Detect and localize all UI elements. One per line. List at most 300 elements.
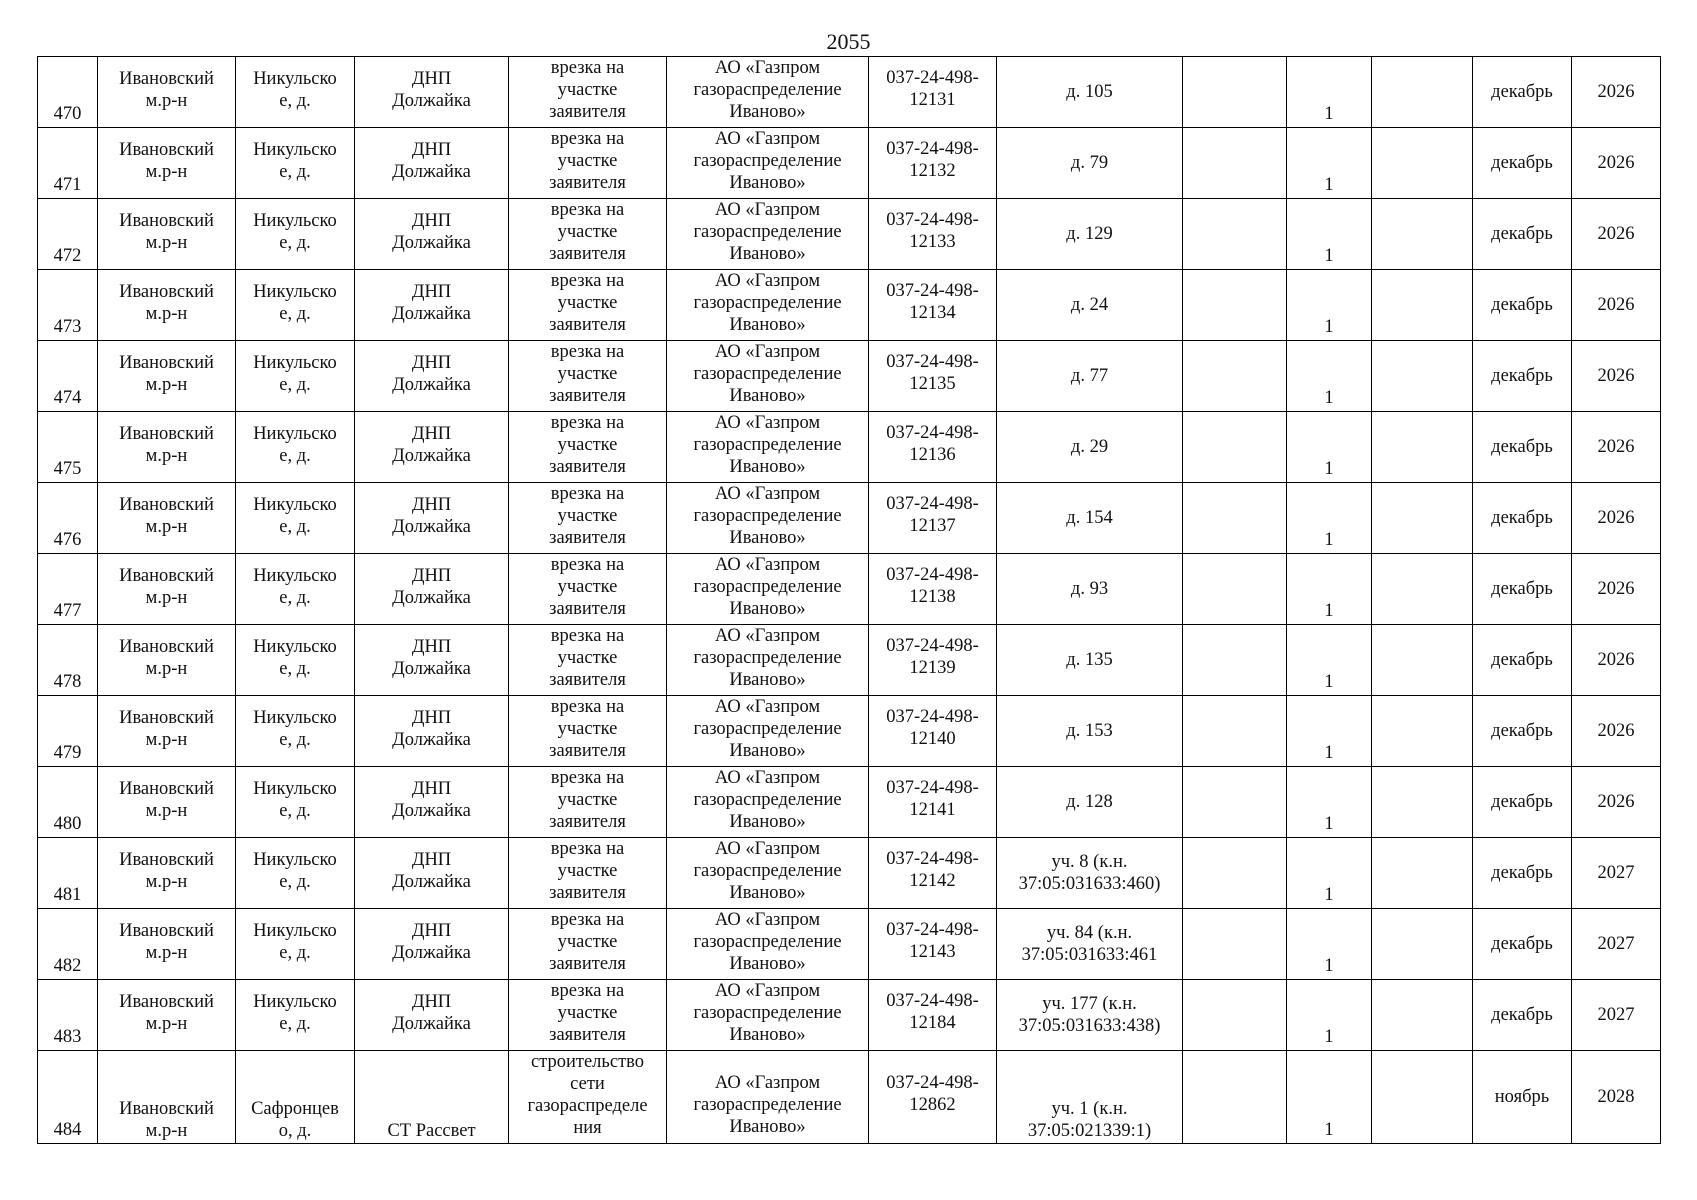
operator-cell-text: АО «Газпром газораспределение Иваново» — [693, 129, 842, 193]
operator-cell-text: АО «Газпром газораспределение Иваново» — [693, 271, 842, 335]
count-cell-text: 1 — [1324, 1027, 1334, 1047]
code-cell — [869, 341, 997, 412]
row-number — [38, 980, 98, 1051]
year-cell-text: 2026 — [1597, 650, 1635, 670]
address-cell — [997, 909, 1183, 980]
code-cell-text: 037-24-498- 12143 — [886, 920, 979, 962]
organization-cell — [355, 199, 509, 270]
count-cell — [1287, 838, 1372, 909]
empty-cell — [1183, 838, 1287, 909]
district-cell — [98, 696, 236, 767]
code-cell-text: 037-24-498- 12141 — [886, 778, 979, 820]
table-row — [38, 270, 1661, 341]
address-cell — [997, 625, 1183, 696]
month-cell-text: декабрь — [1491, 650, 1553, 670]
count-cell-text: 1 — [1324, 601, 1334, 621]
code-cell — [869, 57, 997, 128]
month-cell — [1473, 57, 1572, 128]
operator-cell-text: АО «Газпром газораспределение Иваново» — [693, 555, 842, 619]
empty-cell — [1183, 483, 1287, 554]
work-type-cell — [509, 696, 667, 767]
month-cell-text: декабрь — [1491, 295, 1553, 315]
row-number-text: 471 — [53, 175, 82, 195]
year-cell — [1572, 128, 1661, 199]
code-cell-text: 037-24-498- 12140 — [886, 707, 979, 749]
code-cell — [869, 767, 997, 838]
month-cell — [1473, 980, 1572, 1051]
operator-cell — [667, 128, 869, 199]
district-cell-text: Ивановский м.р-н — [119, 424, 214, 466]
operator-cell-text: АО «Газпром газораспределение Иваново» — [693, 1073, 842, 1137]
work-type-cell — [509, 554, 667, 625]
year-cell — [1572, 412, 1661, 483]
organization-cell-text: ДНП Должайка — [392, 779, 471, 821]
locality-cell — [236, 57, 355, 128]
year-cell-text: 2027 — [1597, 934, 1635, 954]
work-type-cell-text: врезка на участке заявителя — [549, 839, 626, 903]
year-cell — [1572, 767, 1661, 838]
organization-cell-text: ДНП Должайка — [392, 921, 471, 963]
month-cell-text: декабрь — [1491, 366, 1553, 386]
month-cell-text: декабрь — [1491, 721, 1553, 741]
work-type-cell-text: врезка на участке заявителя — [549, 200, 626, 264]
address-cell — [997, 1051, 1183, 1144]
month-cell-text: декабрь — [1491, 792, 1553, 812]
row-number — [38, 199, 98, 270]
year-cell — [1572, 980, 1661, 1051]
year-cell — [1572, 838, 1661, 909]
code-cell-text: 037-24-498- 12139 — [886, 636, 979, 678]
district-cell-text: Ивановский м.р-н — [119, 1099, 214, 1141]
code-cell — [869, 270, 997, 341]
row-number — [38, 909, 98, 980]
organization-cell-text: ДНП Должайка — [392, 850, 471, 892]
month-cell-text: декабрь — [1491, 224, 1553, 244]
operator-cell-text: АО «Газпром газораспределение Иваново» — [693, 697, 842, 761]
work-type-cell-text: врезка на участке заявителя — [549, 129, 626, 193]
organization-cell — [355, 128, 509, 199]
locality-cell-text: Никульско е, д. — [253, 140, 337, 182]
organization-cell-text: СТ Рассвет — [387, 1121, 476, 1141]
district-cell-text: Ивановский м.р-н — [119, 353, 214, 395]
month-cell — [1473, 270, 1572, 341]
organization-cell — [355, 696, 509, 767]
address-cell-text: д. 77 — [1070, 366, 1109, 386]
year-cell-text: 2026 — [1597, 437, 1635, 457]
month-cell — [1473, 412, 1572, 483]
code-cell-text: 037-24-498- 12184 — [886, 991, 979, 1033]
organization-cell-text: ДНП Должайка — [392, 708, 471, 750]
work-type-cell — [509, 1051, 667, 1144]
month-cell — [1473, 341, 1572, 412]
locality-cell — [236, 838, 355, 909]
count-cell-text: 1 — [1324, 743, 1334, 763]
year-cell-text: 2027 — [1597, 863, 1635, 883]
empty-cell — [1372, 909, 1473, 980]
count-cell — [1287, 483, 1372, 554]
address-cell — [997, 57, 1183, 128]
count-cell-text: 1 — [1324, 885, 1334, 905]
count-cell-text: 1 — [1324, 104, 1334, 124]
locality-cell — [236, 412, 355, 483]
count-cell — [1287, 767, 1372, 838]
count-cell — [1287, 199, 1372, 270]
empty-cell — [1183, 199, 1287, 270]
address-cell — [997, 838, 1183, 909]
month-cell-text: декабрь — [1491, 153, 1553, 173]
work-type-cell-text: врезка на участке заявителя — [549, 910, 626, 974]
work-type-cell — [509, 341, 667, 412]
operator-cell — [667, 199, 869, 270]
empty-cell — [1183, 767, 1287, 838]
code-cell-text: 037-24-498- 12136 — [886, 423, 979, 465]
work-type-cell — [509, 838, 667, 909]
year-cell — [1572, 270, 1661, 341]
district-cell — [98, 767, 236, 838]
month-cell-text: декабрь — [1491, 437, 1553, 457]
table-row — [38, 767, 1661, 838]
locality-cell — [236, 483, 355, 554]
locality-cell-text: Сафронцев о, д. — [251, 1099, 339, 1141]
row-number-text: 482 — [53, 956, 82, 976]
code-cell — [869, 199, 997, 270]
count-cell-text: 1 — [1324, 246, 1334, 266]
count-cell — [1287, 909, 1372, 980]
row-number — [38, 1051, 98, 1144]
row-number — [38, 625, 98, 696]
organization-cell — [355, 909, 509, 980]
work-type-cell-text: врезка на участке заявителя — [549, 58, 626, 122]
month-cell — [1473, 767, 1572, 838]
empty-cell — [1372, 767, 1473, 838]
row-number — [38, 412, 98, 483]
work-type-cell — [509, 980, 667, 1051]
code-cell — [869, 625, 997, 696]
address-cell — [997, 767, 1183, 838]
address-cell — [997, 128, 1183, 199]
locality-cell-text: Никульско е, д. — [253, 282, 337, 324]
operator-cell-text: АО «Газпром газораспределение Иваново» — [693, 981, 842, 1045]
locality-cell — [236, 625, 355, 696]
row-number — [38, 767, 98, 838]
count-cell — [1287, 1051, 1372, 1144]
address-cell — [997, 270, 1183, 341]
operator-cell — [667, 412, 869, 483]
count-cell-text: 1 — [1324, 1120, 1334, 1140]
organization-cell-text: ДНП Должайка — [392, 69, 471, 111]
operator-cell — [667, 767, 869, 838]
count-cell-text: 1 — [1324, 530, 1334, 550]
year-cell — [1572, 1051, 1661, 1144]
count-cell-text: 1 — [1324, 175, 1334, 195]
district-cell — [98, 270, 236, 341]
year-cell-text: 2026 — [1597, 295, 1635, 315]
count-cell-text: 1 — [1324, 459, 1334, 479]
work-type-cell-text: врезка на участке заявителя — [549, 697, 626, 761]
address-cell — [997, 412, 1183, 483]
organization-cell — [355, 838, 509, 909]
operator-cell-text: АО «Газпром газораспределение Иваново» — [693, 626, 842, 690]
organization-cell — [355, 341, 509, 412]
organization-cell — [355, 270, 509, 341]
code-cell — [869, 412, 997, 483]
address-cell-text: уч. 84 (к.н. 37:05:031633:461 — [1021, 923, 1158, 965]
year-cell-text: 2026 — [1597, 153, 1635, 173]
code-cell — [869, 838, 997, 909]
year-cell — [1572, 199, 1661, 270]
count-cell-text: 1 — [1324, 956, 1334, 976]
month-cell-text: декабрь — [1491, 579, 1553, 599]
organization-cell — [355, 57, 509, 128]
year-cell — [1572, 554, 1661, 625]
work-type-cell — [509, 270, 667, 341]
empty-cell — [1183, 128, 1287, 199]
operator-cell-text: АО «Газпром газораспределение Иваново» — [693, 58, 842, 122]
table-row — [38, 980, 1661, 1051]
count-cell — [1287, 341, 1372, 412]
empty-cell — [1372, 696, 1473, 767]
organization-cell-text: ДНП Должайка — [392, 566, 471, 608]
table-row — [38, 412, 1661, 483]
operator-cell-text: АО «Газпром газораспределение Иваново» — [693, 200, 842, 264]
district-cell-text: Ивановский м.р-н — [119, 779, 214, 821]
month-cell-text: декабрь — [1491, 82, 1553, 102]
work-type-cell-text: врезка на участке заявителя — [549, 271, 626, 335]
year-cell-text: 2026 — [1597, 721, 1635, 741]
count-cell — [1287, 625, 1372, 696]
month-cell-text: декабрь — [1491, 863, 1553, 883]
code-cell-text: 037-24-498- 12142 — [886, 849, 979, 891]
work-type-cell-text: врезка на участке заявителя — [549, 342, 626, 406]
empty-cell — [1372, 412, 1473, 483]
organization-cell-text: ДНП Должайка — [392, 282, 471, 324]
work-type-cell — [509, 909, 667, 980]
organization-cell-text: ДНП Должайка — [392, 211, 471, 253]
year-cell-text: 2028 — [1597, 1087, 1635, 1107]
month-cell — [1473, 128, 1572, 199]
table-row — [38, 625, 1661, 696]
row-number-text: 475 — [53, 459, 82, 479]
locality-cell — [236, 980, 355, 1051]
district-cell — [98, 57, 236, 128]
locality-cell-text: Никульско е, д. — [253, 850, 337, 892]
organization-cell — [355, 483, 509, 554]
district-cell — [98, 554, 236, 625]
code-cell — [869, 909, 997, 980]
organization-cell — [355, 767, 509, 838]
empty-cell — [1183, 412, 1287, 483]
locality-cell — [236, 767, 355, 838]
work-type-cell — [509, 57, 667, 128]
empty-cell — [1183, 270, 1287, 341]
locality-cell — [236, 554, 355, 625]
code-cell-text: 037-24-498- 12862 — [886, 1073, 979, 1115]
locality-cell-text: Никульско е, д. — [253, 566, 337, 608]
code-cell-text: 037-24-498- 12132 — [886, 139, 979, 181]
year-cell — [1572, 909, 1661, 980]
address-cell-text: уч. 177 (к.н. 37:05:031633:438) — [1018, 994, 1161, 1036]
district-cell-text: Ивановский м.р-н — [119, 211, 214, 253]
row-number — [38, 341, 98, 412]
operator-cell — [667, 483, 869, 554]
row-number-text: 477 — [53, 601, 82, 621]
row-number-text: 470 — [53, 104, 82, 124]
empty-cell — [1372, 270, 1473, 341]
operator-cell-text: АО «Газпром газораспределение Иваново» — [693, 342, 842, 406]
month-cell-text: ноябрь — [1494, 1087, 1550, 1107]
operator-cell — [667, 625, 869, 696]
code-cell-text: 037-24-498- 12131 — [886, 68, 979, 110]
district-cell — [98, 838, 236, 909]
work-type-cell-text: врезка на участке заявителя — [549, 768, 626, 832]
address-cell-text: д. 105 — [1066, 82, 1113, 102]
table-row — [38, 554, 1661, 625]
empty-cell — [1183, 696, 1287, 767]
locality-cell-text: Никульско е, д. — [253, 779, 337, 821]
organization-cell-text: ДНП Должайка — [392, 992, 471, 1034]
district-cell — [98, 909, 236, 980]
table-row — [38, 341, 1661, 412]
count-cell — [1287, 57, 1372, 128]
work-type-cell-text: строительство сети газораспределе ния — [527, 1052, 648, 1138]
empty-cell — [1183, 341, 1287, 412]
address-cell-text: д. 129 — [1066, 224, 1113, 244]
row-number-text: 479 — [53, 743, 82, 763]
empty-cell — [1372, 980, 1473, 1051]
organization-cell-text: ДНП Должайка — [392, 140, 471, 182]
month-cell-text: декабрь — [1491, 1005, 1553, 1025]
locality-cell — [236, 128, 355, 199]
table-row — [38, 128, 1661, 199]
district-cell — [98, 483, 236, 554]
work-type-cell-text: врезка на участке заявителя — [549, 626, 626, 690]
year-cell — [1572, 483, 1661, 554]
district-cell-text: Ивановский м.р-н — [119, 282, 214, 324]
code-cell-text: 037-24-498- 12133 — [886, 210, 979, 252]
year-cell — [1572, 57, 1661, 128]
operator-cell — [667, 909, 869, 980]
district-cell-text: Ивановский м.р-н — [119, 140, 214, 182]
row-number-text: 481 — [53, 885, 82, 905]
empty-cell — [1372, 838, 1473, 909]
operator-cell — [667, 554, 869, 625]
empty-cell — [1372, 625, 1473, 696]
locality-cell-text: Никульско е, д. — [253, 992, 337, 1034]
month-cell-text: декабрь — [1491, 508, 1553, 528]
operator-cell-text: АО «Газпром газораспределение Иваново» — [693, 768, 842, 832]
row-number-text: 476 — [53, 530, 82, 550]
year-cell-text: 2026 — [1597, 366, 1635, 386]
locality-cell-text: Никульско е, д. — [253, 921, 337, 963]
month-cell — [1473, 909, 1572, 980]
work-type-cell — [509, 199, 667, 270]
address-cell — [997, 980, 1183, 1051]
organization-cell-text: ДНП Должайка — [392, 424, 471, 466]
table-row — [38, 838, 1661, 909]
count-cell-text: 1 — [1324, 814, 1334, 834]
month-cell — [1473, 1051, 1572, 1144]
row-number — [38, 838, 98, 909]
empty-cell — [1372, 128, 1473, 199]
row-number — [38, 128, 98, 199]
table-row — [38, 909, 1661, 980]
count-cell — [1287, 412, 1372, 483]
empty-cell — [1372, 341, 1473, 412]
month-cell-text: декабрь — [1491, 934, 1553, 954]
operator-cell-text: АО «Газпром газораспределение Иваново» — [693, 910, 842, 974]
district-cell — [98, 199, 236, 270]
empty-cell — [1183, 57, 1287, 128]
code-cell — [869, 980, 997, 1051]
operator-cell — [667, 57, 869, 128]
row-number — [38, 696, 98, 767]
organization-cell-text: ДНП Должайка — [392, 637, 471, 679]
work-type-cell-text: врезка на участке заявителя — [549, 413, 626, 477]
table-row — [38, 1051, 1661, 1144]
locality-cell-text: Никульско е, д. — [253, 708, 337, 750]
work-type-cell — [509, 483, 667, 554]
year-cell — [1572, 625, 1661, 696]
table-row — [38, 199, 1661, 270]
operator-cell-text: АО «Газпром газораспределение Иваново» — [693, 413, 842, 477]
locality-cell — [236, 270, 355, 341]
row-number-text: 480 — [53, 814, 82, 834]
address-cell-text: уч. 8 (к.н. 37:05:031633:460) — [1018, 852, 1161, 894]
district-cell-text: Ивановский м.р-н — [119, 566, 214, 608]
count-cell — [1287, 696, 1372, 767]
code-cell-text: 037-24-498- 12138 — [886, 565, 979, 607]
operator-cell-text: АО «Газпром газораспределение Иваново» — [693, 484, 842, 548]
empty-cell — [1372, 57, 1473, 128]
gas-connection-table — [37, 56, 1661, 1144]
count-cell-text: 1 — [1324, 317, 1334, 337]
empty-cell — [1372, 483, 1473, 554]
work-type-cell — [509, 412, 667, 483]
code-cell-text: 037-24-498- 12134 — [886, 281, 979, 323]
row-number-text: 483 — [53, 1027, 82, 1047]
work-type-cell-text: врезка на участке заявителя — [549, 981, 626, 1045]
locality-cell-text: Никульско е, д. — [253, 637, 337, 679]
month-cell — [1473, 483, 1572, 554]
count-cell — [1287, 554, 1372, 625]
address-cell — [997, 341, 1183, 412]
year-cell — [1572, 696, 1661, 767]
empty-cell — [1183, 554, 1287, 625]
year-cell-text: 2026 — [1597, 82, 1635, 102]
organization-cell-text: ДНП Должайка — [392, 495, 471, 537]
row-number — [38, 483, 98, 554]
district-cell — [98, 625, 236, 696]
page-number: 2055 — [826, 29, 871, 54]
locality-cell — [236, 696, 355, 767]
code-cell-text: 037-24-498- 12135 — [886, 352, 979, 394]
district-cell-text: Ивановский м.р-н — [119, 637, 214, 679]
district-cell-text: Ивановский м.р-н — [119, 992, 214, 1034]
count-cell-text: 1 — [1324, 388, 1334, 408]
address-cell-text: д. 93 — [1070, 579, 1109, 599]
organization-cell — [355, 554, 509, 625]
address-cell-text: д. 153 — [1066, 721, 1113, 741]
row-number-text: 484 — [53, 1120, 82, 1140]
row-number-text: 473 — [53, 317, 82, 337]
count-cell — [1287, 270, 1372, 341]
locality-cell — [236, 341, 355, 412]
year-cell-text: 2026 — [1597, 224, 1635, 244]
operator-cell — [667, 341, 869, 412]
code-cell — [869, 128, 997, 199]
empty-cell — [1183, 1051, 1287, 1144]
address-cell-text: д. 128 — [1066, 792, 1113, 812]
